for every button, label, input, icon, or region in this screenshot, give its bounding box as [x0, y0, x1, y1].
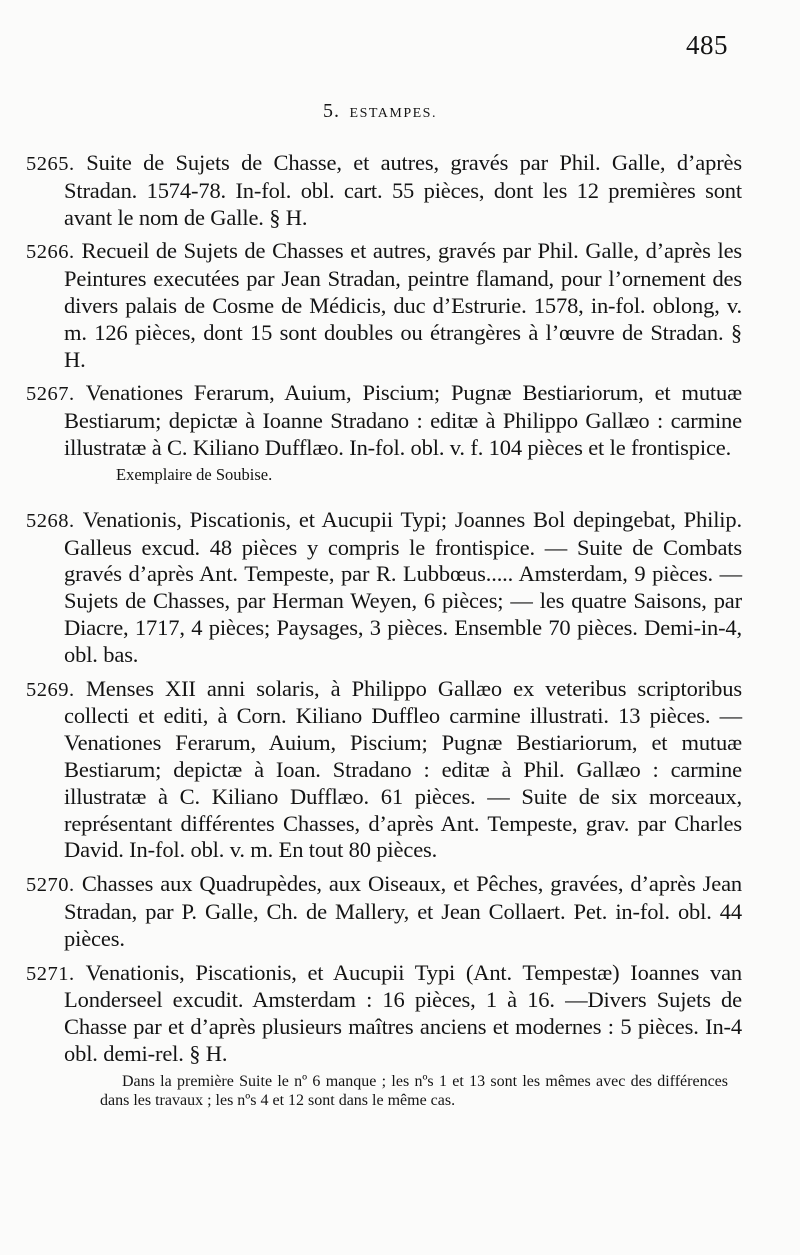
- catalogue-entry: [26, 960, 742, 1068]
- entry-text: Recueil de Sujets de Chasses et autres, gravés par Phil. Galle, d’après les Peintures executées par Jean Stradan, peintre flamand, pour l’ornement des divers palais de Cosme de Médicis, duc d’Estrurie. 1578, in-fol. oblong, v. m. 126 pièces, dont 15 sont doubles ou étrangères à l’œuvre de Stradan. § H.: [64, 238, 743, 372]
- entry-number: 5269.: [26, 678, 75, 701]
- catalogue-entry: [26, 507, 742, 669]
- catalogue-entry: [26, 150, 742, 231]
- footnote-text: Dans la première Suite le nº 6 manque ; les nºs 1 et 13 sont les mêmes avec des différences dans les travaux ; les nºs 4 et 12 sont dans le même cas.: [100, 1072, 728, 1110]
- entry-text: Menses XII anni solaris, à Philippo Gallæo ex veteribus scriptoribus collecti et editi, à Corn. Kiliano Duffleo carmine illustrati. 13 pièces. — Venationes Ferarum, Auium, Piscium; Pugnæ Bestiariorum, et mutuæ Bestiarum; depictæ à Ioan. Stradano : editæ à Phil. Gallæo : carmine illustratæ à C. Kiliano Dufflæo. 61 pièces. — Suite de six morceaux, représentant différentes Chasses, d’après Ant. Tempeste, grav. par Charles David. In-fol. obl. v. m. En tout 80 pièces.: [64, 675, 742, 863]
- entry-note: Exemplaire de Soubise.: [116, 464, 273, 484]
- page-number: 485: [686, 30, 728, 60]
- catalogue-entry: [26, 380, 742, 461]
- entry-text: Suite de Sujets de Chasse, et autres, gravés par Phil. Galle, d’après Stradan. 1574-78. In-fol. obl. cart. 55 pièces, dont les 12 premières sont avant le nom de Galle. § H.: [64, 150, 742, 230]
- entry-number: 5266.: [26, 241, 75, 264]
- entry-number: 5271.: [26, 962, 75, 985]
- catalogue-entries: [26, 150, 742, 1111]
- entry-footnote: [26, 1072, 742, 1111]
- entry-number: 5265.: [26, 153, 75, 175]
- catalogue-entry: [26, 238, 742, 373]
- entry-text: Chasses aux Quadrupèdes, aux Oiseaux, et Pêches, gravées, d’après Jean Stradan, par P. Galle, Ch. de Mallery, et Jean Collaert. Pet. in-fol. obl. 44 pièces.: [64, 871, 743, 951]
- section-title: ESTAMPES.: [349, 106, 437, 121]
- catalogue-entry: [26, 871, 742, 952]
- entry-number: 5268.: [26, 509, 75, 532]
- entry-number: 5267.: [26, 383, 75, 406]
- entry-text: Venationis, Piscationis, et Aucupii Typi; Joannes Bol depingebat, Philip. Galleus excud. 48 pièces y compris le frontispice. — Suite de Combats gravés d’après Ant. Tempeste, par R. Lubbœus..... Amsterdam, 9 pièces. — Sujets de Chasses, par Herman Weyen, 6 pièces; — les quatre Saisons, par Diacre, 1717, 4 pièces; Paysages, 3 pièces. Ensemble 70 pièces. Demi-in-4, obl. bas.: [64, 506, 742, 667]
- section-heading: [0, 100, 760, 123]
- catalogue-entry: [26, 676, 742, 865]
- entry-text: Venationes Ferarum, Auium, Piscium; Pugnæ Bestiariorum, et mutuæ Bestiarum; depictæ à Ioanne Stradano : editæ à Philippo Gallæo : carmine illustratæ à C. Kiliano Dufflæo. In-fol. obl. v. f. 104 pièces et le frontispice.: [64, 380, 742, 460]
- entry-number: 5270.: [26, 874, 75, 897]
- entry-text: Venationis, Piscationis, et Aucupii Typi (Ant. Tempestæ) Ioannes van Londerseel excudit. Amsterdam : 16 pièces, 1 à 16. —Divers Sujets de Chasse par et d’après plusieurs maîtres anciens et modernes : 5 pièces. In-4 obl. demi-rel. § H.: [64, 959, 743, 1066]
- section-number: 5.: [323, 100, 341, 122]
